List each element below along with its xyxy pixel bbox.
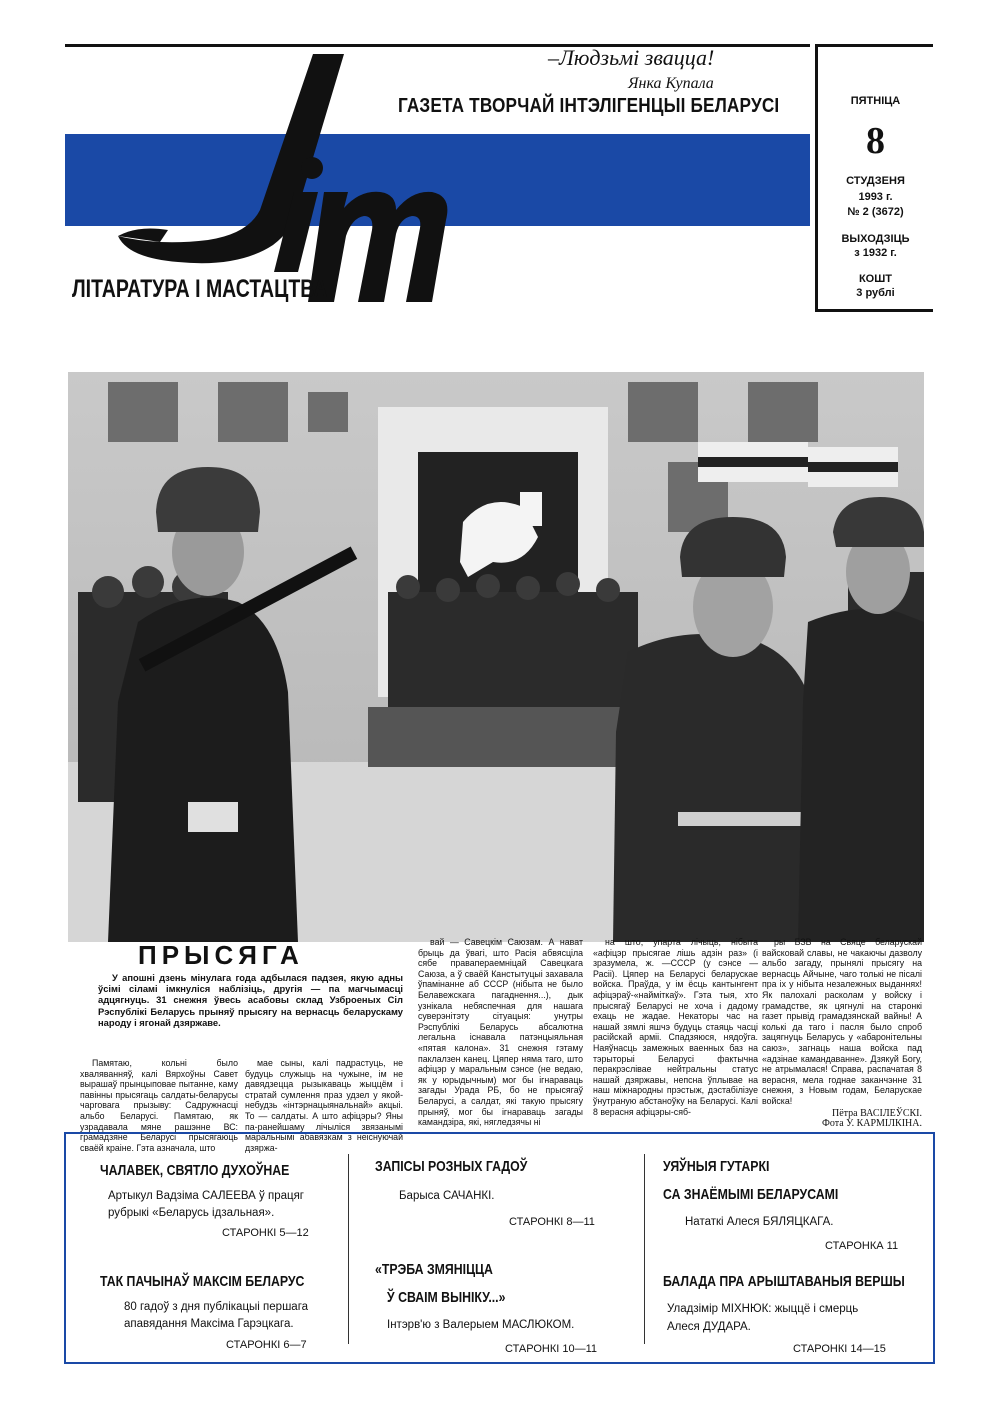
article-headline: ПРЫСЯГА — [138, 940, 304, 970]
contents-item[interactable] — [645, 1259, 931, 1359]
since-line-2: з 1932 г. — [854, 247, 897, 259]
contents-item-title: Ў СВАІМ ВЫНІКУ...» — [387, 1289, 506, 1306]
contents-item-pages: СТАРОНКІ 8—11 — [509, 1216, 595, 1228]
article-text: вай — Савецкім Саюзам. А нават брыць да ўвагі, што Расія абвясціла сябе правапераемніцай Савецкага Саюза, а ў сваёй Канстытуцыі захавала ўпамінанне аб СССР (нібыта не было Белавежскага пагаднення...), дык узнікала небяспечная для нашага суверэнітэту сітуацыя: унутры Рэспублікі Беларусь абсалютна легальна існавала патэнцыяльная «пятая калона». 31 снежня гэтаму паклалзен канец. Цяпер няма таго, што афіцэр у маральным сэнсе (не ведаю, як у юрыдычным) мог бы ігнараваць загады Урада РБ, бо не прысягаў Беларусі, а салдат, які такую прысягу прыняў, мог бы ігнараваць загады камандзіра, які, нягледзячы ні — [418, 937, 583, 1128]
article-text: Памятаю, кольні было хваляванняў, калі Вярхоўны Савет вырашаў прынцыповае пытанне, каму павінны прысягаць салдаты-беларусы чарговага прызыву: Садружнасці альбо Беларусі. Памятаю, як узрадавала мяне рашэнне ВС: грамадзяне Беларусі прысягаюць сваёй краіне. Гэта азначала, што — [80, 1058, 238, 1153]
contents-item-pages: СТАРОНКА 11 — [825, 1240, 899, 1252]
contents-item-pages: СТАРОНКІ 14—15 — [793, 1343, 886, 1355]
contents-item-title: УЯЎНЫЯ ГУТАРКІ — [663, 1158, 770, 1175]
article-text: ры БЗВ на Свяце беларускай вайсковай славы, не чакаючы дазволу альбо загаду, прынялі прысягу на вернасць Айчыне, чаго толькі не пісалі пра іх у нібыта незалежных выданнях! Як палохалі расколам у войску і грамадстве, як цягнулі на старонкі газет прывід грамадзянскай вайны! А колькі да таго і пасля было спроб зацягнуць Беларусь у «абаронітельны саюз», загнаць наша войска пад «адзінае камандаванне». Дзякуй Богу, не атрымалася! Справа, распачатая 8 верасня, мела годнае заканчэнне 31 снежня, з Новым годам, Беларускае войска! — [762, 937, 922, 1106]
issue-day: 8 — [866, 120, 885, 162]
motto-signature: Янка Купала — [628, 75, 714, 92]
contents-box — [64, 1132, 935, 1364]
contents-item-title: ТАК ПАЧЫНАЎ МАКСІМ БЕЛАРУС — [100, 1273, 305, 1290]
article-column-3 — [418, 937, 583, 1128]
article-column-5 — [762, 937, 922, 1130]
article-author: Пётра ВАСІЛЕЎСКІ. — [832, 1107, 922, 1119]
issue-year: 1993 г. — [858, 191, 893, 203]
contents-item-title: «ТРЭБА ЗМЯНІЦЦА — [375, 1261, 493, 1278]
contents-item-pages: СТАРОНКІ 5—12 — [222, 1227, 309, 1239]
contents-item-title: СА ЗНАЁМЫМІ БЕЛАРУСАМІ — [663, 1186, 839, 1203]
issue-weekday: ПЯТНІЦА — [850, 95, 901, 107]
contents-item-title: ЗАПІСЫ РОЗНЫХ ГАДОЎ — [375, 1158, 528, 1175]
oath-ceremony-photo — [68, 372, 924, 942]
contents-item-text: 80 гадоў з дня публікацыі першага апавядання Максіма Гарэцкага. — [124, 1301, 309, 1330]
article-lead: У апошні дзень мінулага года адбылася падзея, якую адны ўсімі сіламі імкнуліся наблізіць, другія — па магчымасці адцягнуць. 31 снежня ўвесь асабовы склад Узброеных Сіл Рэспублікі Беларусь прыняў прысягу на вернасць беларускаму народу і ягонай дзяржаве. — [98, 972, 403, 1028]
paper-description: ГАЗЕТА ТВОРЧАЙ ІНТЭЛІГЕНЦЫІ БЕЛАРУСІ — [398, 95, 780, 117]
issue-number: № 2 (3672) — [847, 206, 904, 218]
issue-info-box — [815, 44, 933, 312]
article-text: на што, упарта лічыць, нібыта «афіцэр прысягае лішь адзін раз» (і зразумела, ж. —СССР (у сэнсе — Расіі). Цяпер на Беларусі беларускае войска. Праўда, у ім ёсць кантынгент афіцэраў-«найміткаў». Гэта тыя, хто прысягаў Беларусі не хоча і дадому ехаць не жадае. Некаторы час на нашай зямлі яшчэ будуць стаяць часці расійскай арміі. Спадзяюся, нядоўга. Наяўнасць замежных ваенных баз на тэрыторыі Беларусі фактычна перакрэслівае нейтральны статус нашай дзяржавы, непсна ўплывае на наш міжнародны прэстыж, дэстабілізуе ўнутраную абстаноўку на Беларусі. Калі 8 верасня афіцэры-сяб- — [593, 937, 758, 1117]
contents-item-text: Інтэрв'ю з Валерыем МАСЛЮКОМ. — [387, 1319, 575, 1331]
front-photo — [68, 372, 924, 942]
photo-credit: Фота У. КАРМІЛКІНА. — [821, 1118, 922, 1130]
price-label: КОШТ — [858, 273, 893, 285]
paper-title: ЛІТАРАТУРА І МАСТАЦТВА — [72, 275, 328, 303]
contents-item[interactable] — [645, 1134, 931, 1259]
contents-item-pages: СТАРОНКІ 10—11 — [505, 1343, 598, 1355]
issue-month: СТУДЗЕНЯ — [846, 175, 905, 187]
contents-item[interactable] — [349, 1259, 644, 1359]
contents-item-pages: СТАРОНКІ 6—7 — [226, 1339, 307, 1351]
price: 3 рублі — [856, 287, 895, 299]
contents-item-text: Нататкі Алеся БЯЛЯЦКАГА. — [685, 1216, 834, 1228]
article-text: мае сыны, калі падрастуць, не будуць служыць на чужыне, ім не давядзецца рызыкаваць жыццём і стратай сумлення праз удзел у якой-небудзь «інтэрнацыянальнай» акцыі. То — салдаты. А што афіцэры? Яны па-ранейшаму лічыліся звязанымі маральнымі абавязкам з неіснуючай дзяржа- — [245, 1058, 403, 1153]
contents-item[interactable] — [66, 1259, 348, 1359]
since-line-1: ВЫХОДЗІЦЬ — [841, 233, 910, 245]
contents-item-title: ЧАЛАВЕК, СВЯТЛО ДУХОЎНАЕ — [100, 1162, 290, 1179]
article-column-4 — [593, 937, 758, 1117]
contents-item-title: БАЛАДА ПРА АРЫШТАВАНЫЯ ВЕРШЫ — [663, 1273, 905, 1290]
motto: –Людзьмі звацца! — [548, 45, 715, 70]
contents-item-text: Барыса САЧАНКІ. — [399, 1190, 495, 1202]
contents-item[interactable] — [349, 1134, 644, 1259]
contents-item-text: Уладзімір МІХНЮК: жыццё і смерць — [667, 1303, 859, 1315]
contents-item-text: Алеся ДУДАРА. — [667, 1321, 751, 1333]
contents-item-text: Артыкул Вадзіма САЛЕЕВА ў працяг рубрыкі «Беларусь ідзальная». — [108, 1190, 304, 1219]
